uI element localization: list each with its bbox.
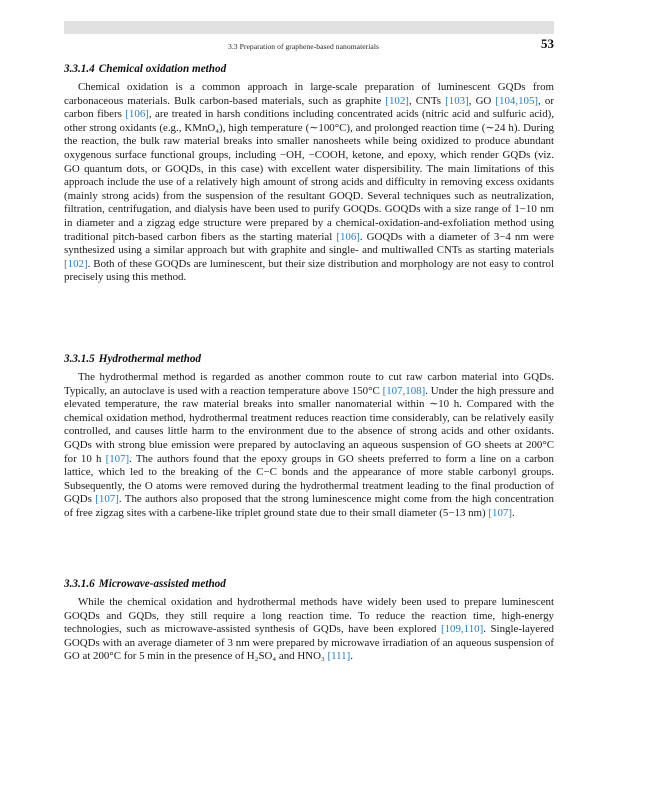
citation-link[interactable]: [106]	[336, 230, 360, 243]
section-heading	[64, 352, 554, 367]
header-bar	[64, 21, 554, 34]
citation-link[interactable]: [102]	[64, 257, 88, 270]
text-run: , are treated in harsh conditions including concentrated acids (nitric acid and sulfuric acid), other strong oxidants (e.g., KMnO₄), high temperature (∼100°C), and prolonged reaction time (∼24 h). During the reaction, the bulk raw material breaks into smaller nanosheets while being oxidized to produce abundant oxygenous surface functional groups, including −OH, −COOH, ketone, and epoxy, which render GQDs (viz. GO quantum dots, or GOQDs, in this case) with excellent water dispersibility. The main limitations of this approach include the use of a relatively high amount of strong acids and difficulty in removing excess oxidants (mainly strong acids) from the suspension of the resultant GOQD. Several techniques such as neutralization, filtration, centrifugation, and dialysis have been used to purify GOQDs. GOQDs with a size range of 1−10 nm in diameter and a zigzag edge structure were prepared by a chemical-oxidation-and-exfoliation method using traditional pitch-based carbon fibers as the starting material	[64, 108, 554, 243]
citation-link[interactable]: [107]	[488, 506, 512, 519]
citation-link[interactable]: [107]	[95, 493, 119, 506]
section-chemical-oxidation	[64, 62, 554, 352]
section-paragraph	[64, 596, 554, 664]
text-run: , or carbon fibers	[64, 94, 554, 121]
citation-link[interactable]: [103]	[445, 94, 469, 107]
text-run: . The authors also proposed that the strong luminescence might come from the high concentration of free zigzag sites with a carbene-like triplet ground state due to their small diameter (5−13 nm)	[64, 493, 554, 519]
section-heading	[64, 577, 554, 592]
section-heading	[64, 62, 554, 77]
citation-link[interactable]: [111]	[327, 650, 351, 663]
section-number: 3.3.1.5	[64, 353, 95, 365]
citation-link[interactable]: [107,108]	[382, 384, 426, 397]
text-run: . GOQDs with a diameter of 3−4 nm were synthesized using a similar approach but with graphite and single- and multiwalled CNTs as starting materials	[64, 230, 554, 257]
text-run: . Under the high pressure and elevated temperature, the raw material breaks into smaller nanomaterial within ∼10 h. Compared with the chemical oxidation method, hydrothermal treatment reduces reaction time considerably, can be relatively easily controlled, and causes little harm to the environment due to the absence of strong acids and other oxidants. GQDs with strong blue emission were prepared by autoclaving an aqueous suspension of GO sheets at 200°C for 10 h	[64, 384, 555, 465]
section-hydrothermal	[64, 352, 554, 577]
section-title: Hydrothermal method	[98, 353, 202, 365]
section-number: 3.3.1.4	[64, 63, 95, 75]
text-run: .	[350, 650, 353, 663]
section-paragraph	[64, 81, 554, 285]
text-run: , GO	[468, 94, 496, 107]
text-run: .	[511, 506, 515, 519]
running-head	[64, 36, 554, 56]
citation-link[interactable]: [106]	[125, 108, 149, 121]
citation-link[interactable]: [109,110]	[440, 623, 484, 636]
page-number: 53	[541, 36, 554, 51]
section-title: Microwave-assisted method	[98, 578, 226, 590]
text-run: , CNTs	[408, 94, 446, 107]
running-title: 3.3 Preparation of graphene-based nanomaterials	[228, 42, 380, 51]
citation-link[interactable]: [107]	[105, 452, 130, 465]
citation-link[interactable]: [102]	[385, 94, 409, 107]
text-run: . Single-layered GOQDs with an average diameter of 3 nm were prepared by microwave irradiation of an aqueous suspension of GO at 200°C for 5 min in the presence of H₂SO₄ and HNO₃	[64, 623, 554, 663]
section-microwave	[64, 577, 554, 697]
text-run: The hydrothermal method is regarded as another common route to cut raw carbon material into GQDs. Typically, an autoclave is used with a reaction temperature above 150°C	[64, 371, 554, 397]
text-run: . Both of these GOQDs are luminescent, but their size distribution and morphology are not easy to control precisely using this method.	[64, 257, 554, 284]
citation-link[interactable]: [104,105]	[495, 94, 539, 107]
page-content	[64, 62, 554, 697]
text-run: Chemical oxidation is a common approach in large-scale preparation of luminescent GQDs from carbonaceous materials. Bulk carbon-based materials, such as graphite	[64, 81, 554, 107]
section-title: Chemical oxidation method	[98, 63, 227, 75]
text-run: . The authors found that the epoxy groups in GO sheets preferred to form a line on a carbon lattice, which led to the breaking of the C−C bonds and the appearance of more stable carbonyl groups. Subsequently, the O atoms were removed during the hydrothermal treatment leading to the final production of GQDs	[64, 452, 554, 506]
section-paragraph	[64, 371, 554, 521]
text-run: While the chemical oxidation and hydrothermal methods have widely been used to prepare luminescent GOQDs and GQDs, they still require a long reaction time. To reduce the reaction time, high-energy technologies, such as microwave-assisted synthesis of GQDs, have been explored	[64, 596, 554, 636]
section-number: 3.3.1.6	[64, 578, 95, 590]
